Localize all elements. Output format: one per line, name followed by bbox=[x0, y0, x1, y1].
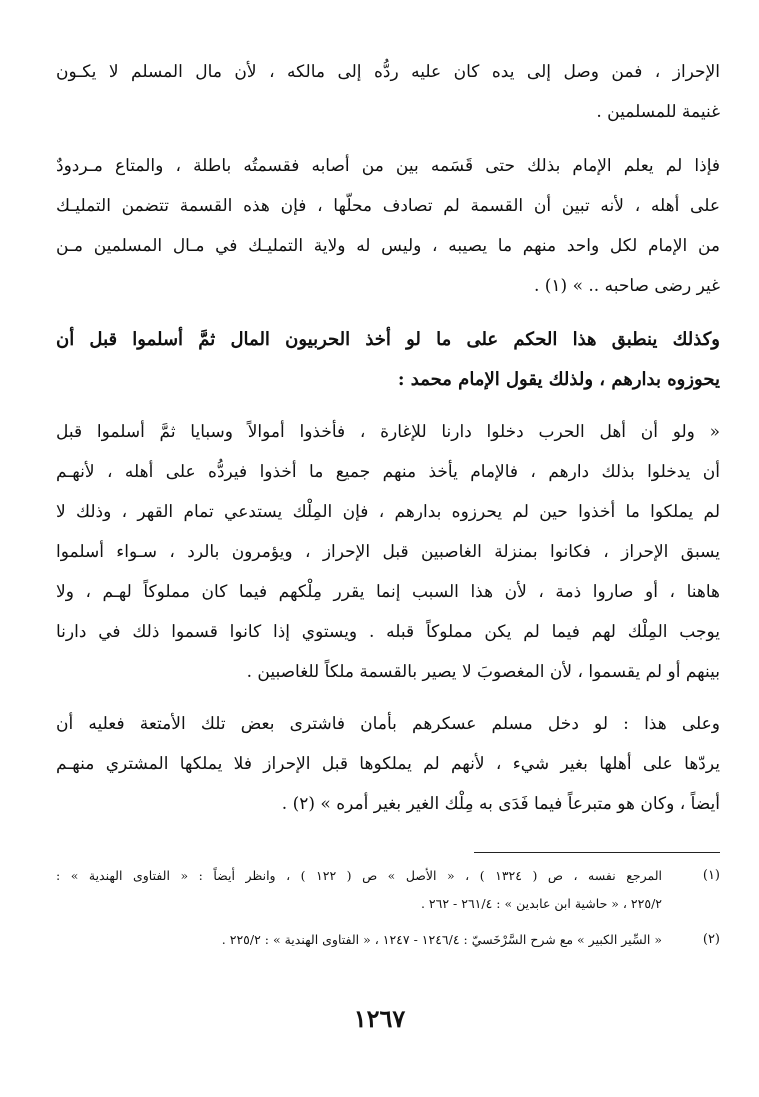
paragraph-2 bbox=[56, 146, 720, 306]
footnotes bbox=[56, 862, 720, 954]
paragraph-3 bbox=[56, 412, 720, 692]
text-line: يحوزوه بدارهم ، ولذلك يقول الإمام محمد : bbox=[397, 369, 720, 390]
page-number: ١٢٦٧ bbox=[353, 1004, 406, 1033]
text-line: الإحراز ، فمن وصل إلى يده كان عليه ردُّه إلى مالكه ، لأن مال المسلم لا يكـون bbox=[56, 62, 720, 82]
footnote-line: ٢٢٥/٢ ، « حاشية ابن عابدين » : ٢٦١/٤ - ٢٦٢ . bbox=[420, 896, 662, 911]
text-line: أيضاً ، وكان هو متبرعاً فيما فَدَى به مِلْك الغير بغير أمره » (٢) . bbox=[281, 794, 720, 814]
heading-paragraph bbox=[56, 320, 720, 400]
text-line: يسبق الإحراز ، فكانوا بمنزلة الغاصبين قبل الإحراز ، ويؤمرون بالرد ، سـواء أسلموا bbox=[56, 542, 720, 562]
text-line: لم يملكوا ما أخذوا حين لم يحرزوه بدارهم ، فإن المِلْك يستدعي تمام القهر ، وذلك لا bbox=[56, 502, 720, 522]
footnote-2 bbox=[56, 926, 720, 954]
text-line: غير رضى صاحبه .. » (١) . bbox=[533, 276, 720, 296]
paragraph-1 bbox=[56, 52, 720, 132]
footnote-line: « السِّير الكبير » مع شرح السَّرْخَسيّ : ١٢٤٦/٤ - ١٢٤٧ ، « الفتاوى الهندية » : ٢٢٥/٢ . bbox=[221, 932, 662, 947]
text-line: فإذا لم يعلم الإمام بذلك حتى قَسَمه بين من أصابه فقسمتُه باطلة ، والمتاع مـردودٌ bbox=[56, 156, 720, 176]
footnote-line: المرجع نفسه ، ص ( ١٣٢٤ ) ، « الأصل » ص ( ١٢٢ ) ، وانظر أيضاً : « الفتاوى الهندية » : bbox=[56, 868, 662, 883]
text-line: من الإمام لكل واحد منهم ما يصيبه ، وليس له ولاية التمليـك في مـال المسلمين مـن bbox=[56, 236, 720, 256]
paragraph-4 bbox=[56, 704, 720, 824]
footnote-marker: (٢) bbox=[702, 932, 720, 947]
text-line: « ولو أن أهل الحرب دخلوا دارنا للإغارة ، فأخذوا أموالاً وسبايا ثمَّ أسلموا قبل bbox=[56, 422, 720, 442]
text-line: هاهنا ، أو صاروا ذمة ، لأن هذا السبب إنما يقرر مِلْكهم فيما كان مملوكاً لهـم ، ولا bbox=[56, 582, 720, 602]
footnote-marker: (١) bbox=[702, 868, 720, 883]
text-line: يردّها على أهلها بغير شيء ، لأنهم لم يملكوها قبل الإحراز فلا يملكها المشتري منهـم bbox=[56, 754, 720, 774]
text-line: وعلى هذا : لو دخل مسلم عسكرهم بأمان فاشترى بعض تلك الأمتعة فعليه أن bbox=[56, 714, 720, 734]
text-line: أن يدخلوا بذلك دارهم ، فالإمام يأخذ منهم جميع ما أخذوا فيردُّه على أهله ، لأنهـم bbox=[56, 462, 720, 482]
text-line: وكذلك ينطبق هذا الحكم على ما لو أخذ الحربيون المال ثمَّ أسلموا قبل أن bbox=[56, 329, 720, 350]
text-line: بينهم أو لم يقسموا ، لأن المغصوبَ لا يصير بالقسمة ملكاً للغاصبين . bbox=[246, 662, 720, 682]
footnote-1 bbox=[56, 862, 720, 918]
text-line: يوجب المِلْك لهم فيما لم يكن مملوكاً قبله . ويستوي إذا كانوا قسموا ذلك في دارنا bbox=[56, 622, 720, 642]
footnote-separator bbox=[474, 852, 720, 853]
text-line: على أهله ، لأنه تبين أن القسمة لم تصادف محلّها ، فإن هذه القسمة تتضمن التمليـك bbox=[56, 196, 720, 216]
text-line: غنيمة للمسلمين . bbox=[596, 102, 720, 122]
